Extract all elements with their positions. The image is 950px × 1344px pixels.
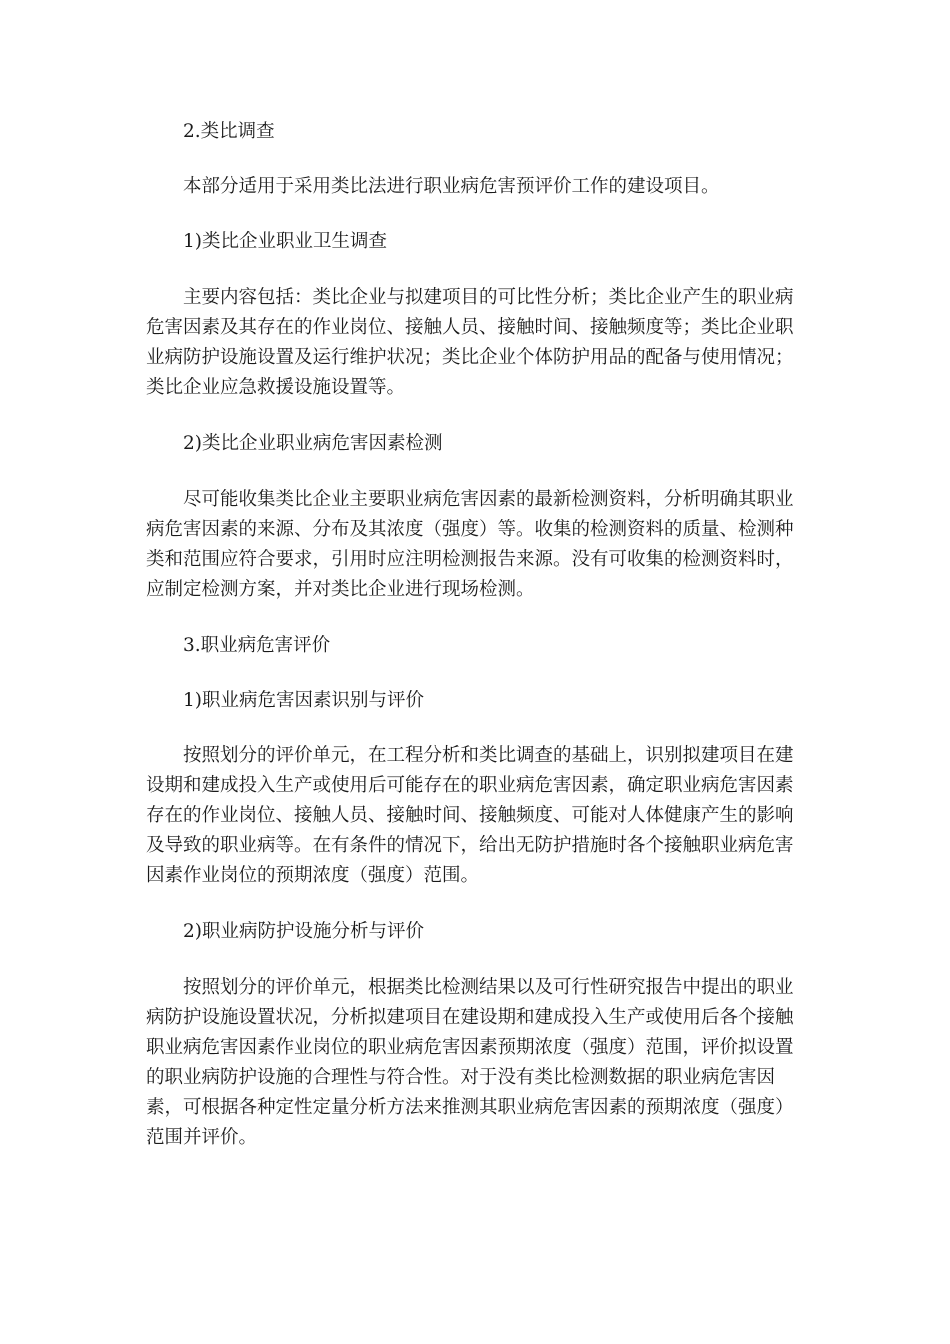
section-heading: 2.类比调查 [183, 121, 275, 142]
paragraph-line: 按照划分的评价单元，在工程分析和类比调查的基础上，识别拟建项目在建 [183, 745, 794, 766]
paragraph-line: 职业病危害因素作业岗位的职业病危害因素预期浓度（强度）范围，评价拟设置 [146, 1037, 794, 1058]
paragraph-line: 尽可能收集类比企业主要职业病危害因素的最新检测资料，分析明确其职业 [183, 489, 794, 510]
paragraph-line: 主要内容包括：类比企业与拟建项目的可比性分析；类比企业产生的职业病 [183, 287, 794, 308]
paragraph-line: 存在的作业岗位、接触人员、接触时间、接触频度、可能对人体健康产生的影响 [146, 805, 794, 826]
paragraph-line: 业病防护设施设置及运行维护状况；类比企业个体防护用品的配备与使用情况； [146, 347, 794, 368]
paragraph-line: 类和范围应符合要求，引用时应注明检测报告来源。没有可收集的检测资料时， [146, 549, 794, 570]
paragraph-line: 范围并评价。 [146, 1127, 258, 1148]
paragraph-line: 因素作业岗位的预期浓度（强度）范围。 [146, 865, 480, 886]
paragraph-line: 本部分适用于采用类比法进行职业病危害预评价工作的建设项目。 [183, 176, 720, 197]
paragraph-line: 危害因素及其存在的作业岗位、接触人员、接触时间、接触频度等；类比企业职 [146, 317, 794, 338]
paragraph-line: 病防护设施设置状况，分析拟建项目在建设期和建成投入生产或使用后各个接触 [146, 1007, 794, 1028]
subsection-heading: 2)类比企业职业病危害因素检测 [183, 433, 443, 454]
paragraph-line: 设期和建成投入生产或使用后可能存在的职业病危害因素，确定职业病危害因素 [146, 775, 794, 796]
subsection-heading: 1)类比企业职业卫生调查 [183, 231, 387, 252]
subsection-heading: 1)职业病危害因素识别与评价 [183, 690, 424, 711]
paragraph-line: 类比企业应急救援设施设置等。 [146, 377, 406, 398]
paragraph-line: 病危害因素的来源、分布及其浓度（强度）等。收集的检测资料的质量、检测种 [146, 519, 794, 540]
paragraph-line: 应制定检测方案，并对类比企业进行现场检测。 [146, 579, 535, 600]
paragraph-line: 及导致的职业病等。在有条件的情况下，给出无防护措施时各个接触职业病危害 [146, 835, 794, 856]
paragraph-line: 素，可根据各种定性定量分析方法来推测其职业病危害因素的预期浓度（强度） [146, 1097, 794, 1118]
paragraph-line: 的职业病防护设施的合理性与符合性。对于没有类比检测数据的职业病危害因 [146, 1067, 776, 1088]
paragraph-line: 按照划分的评价单元，根据类比检测结果以及可行性研究报告中提出的职业 [183, 977, 794, 998]
subsection-heading: 2)职业病防护设施分析与评价 [183, 921, 424, 942]
section-heading: 3.职业病危害评价 [183, 635, 331, 656]
